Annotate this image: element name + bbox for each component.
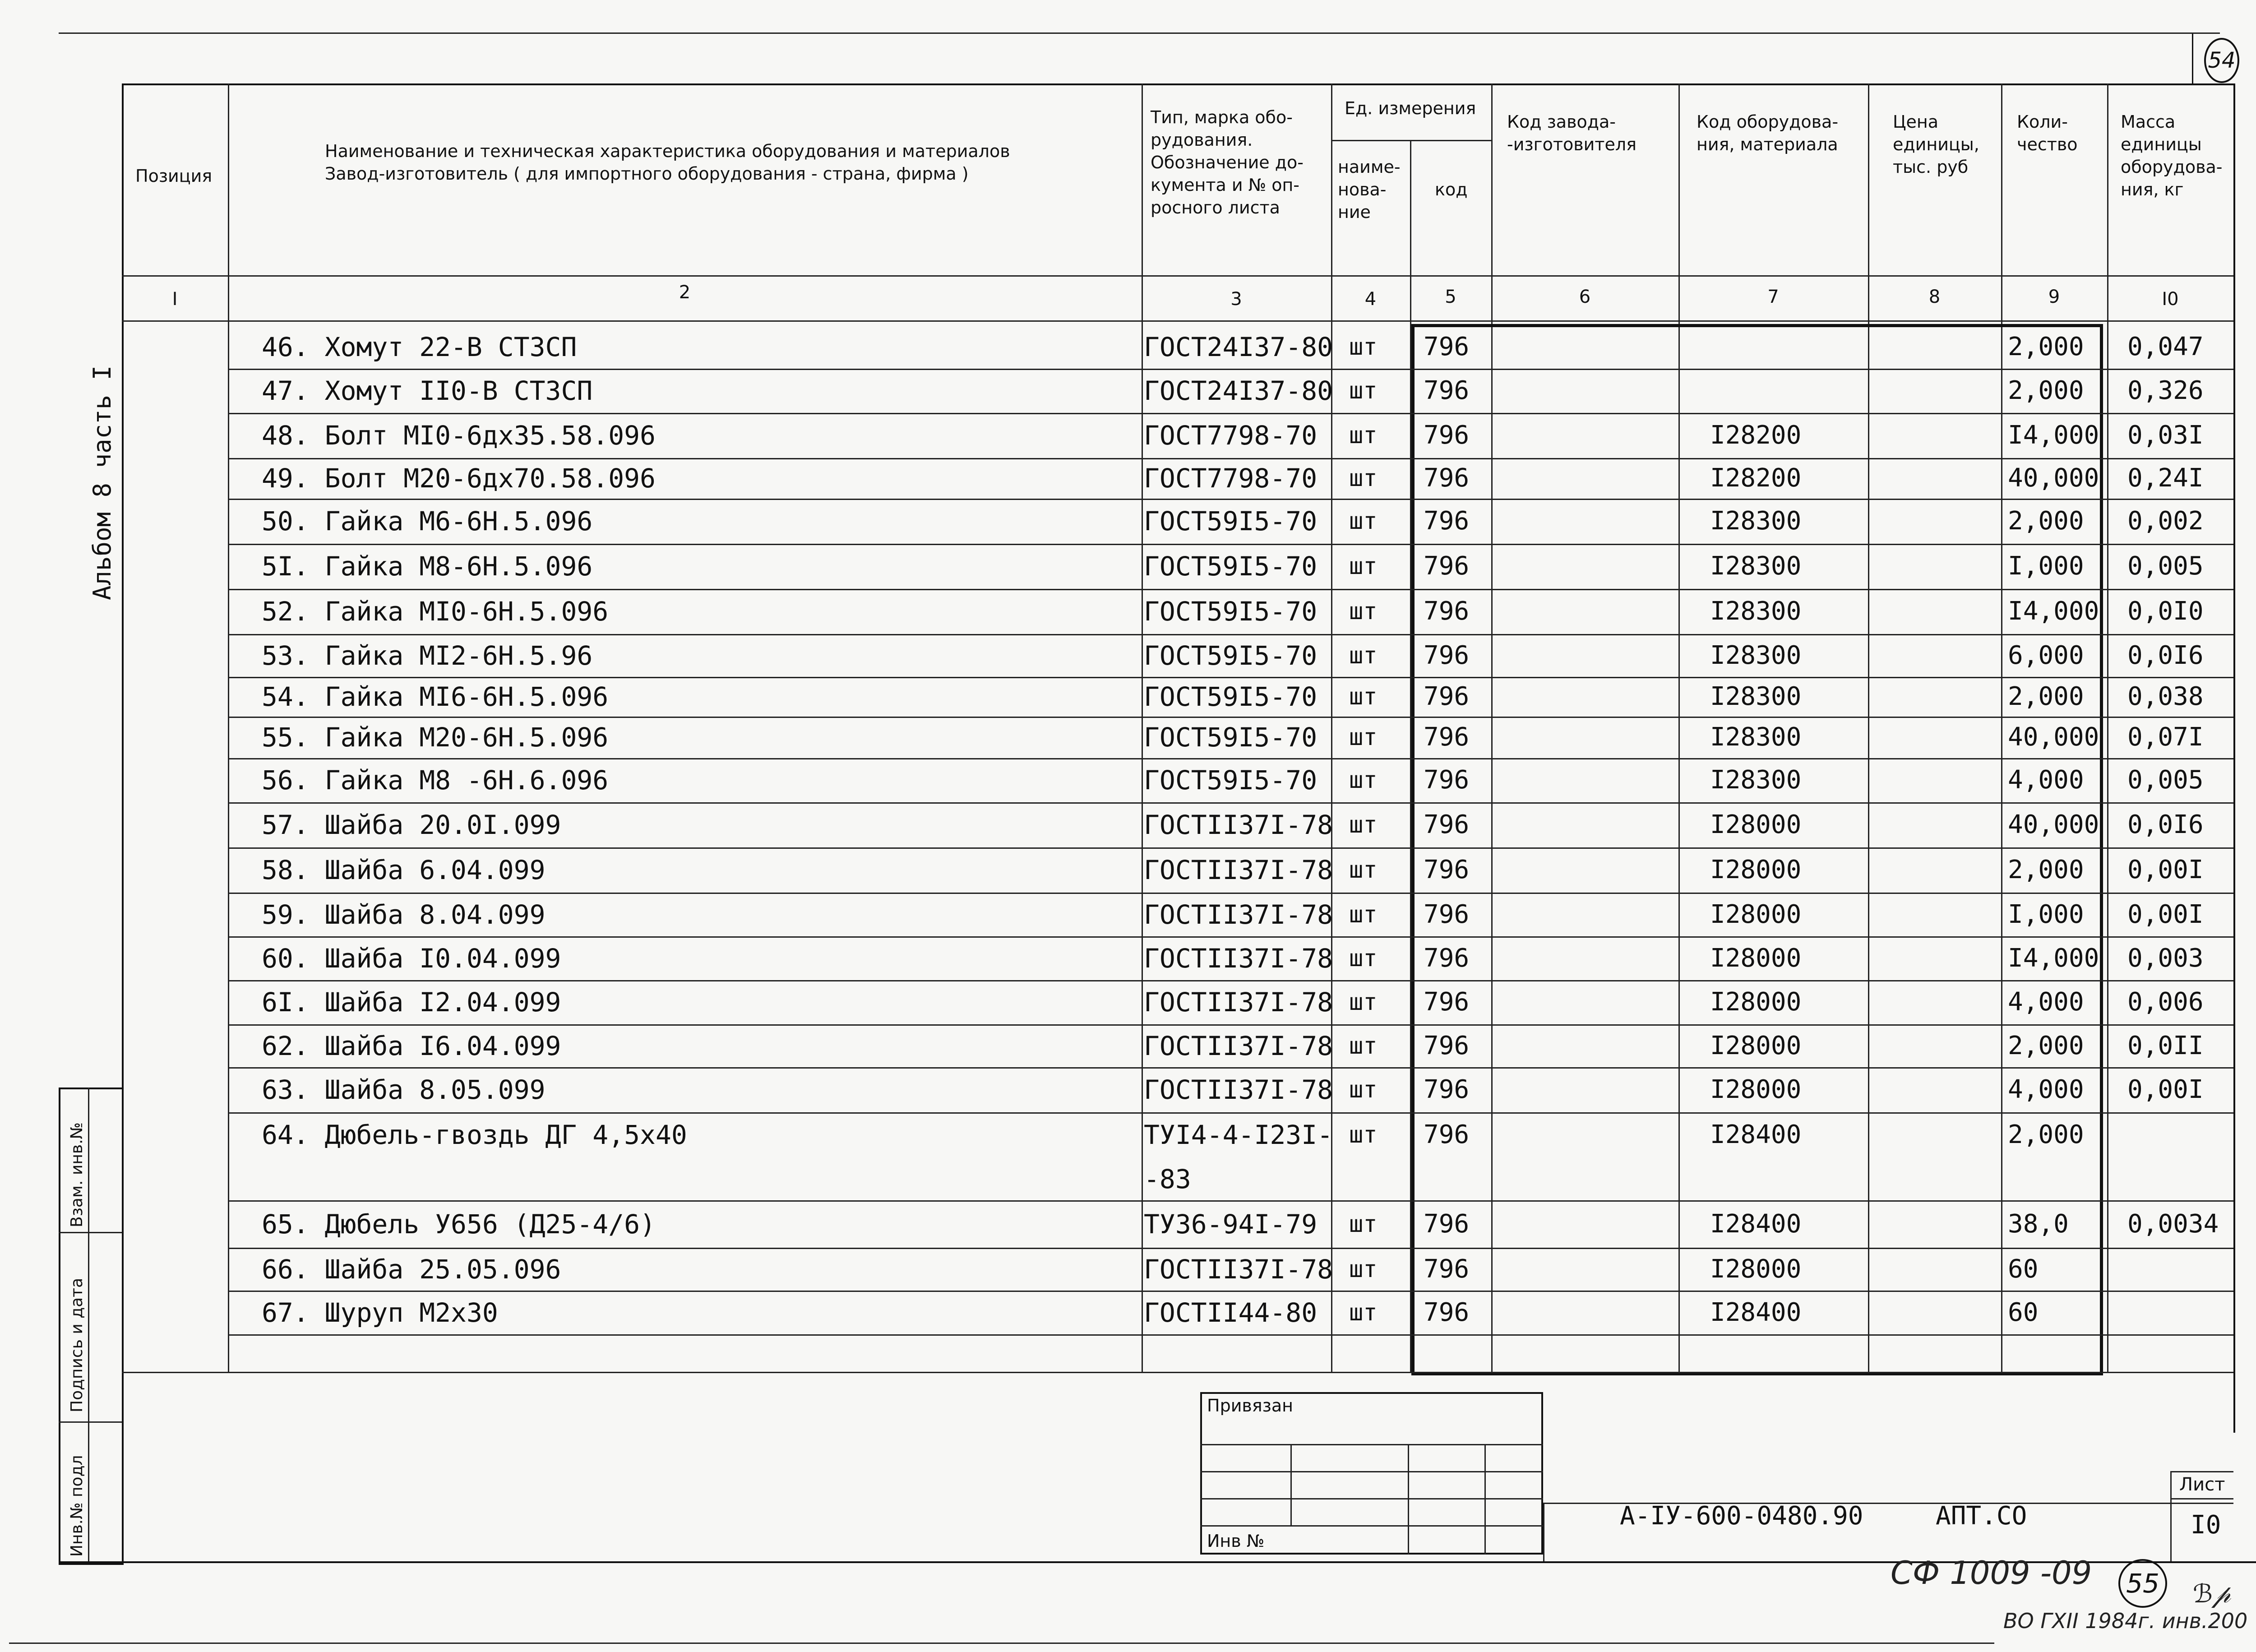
row-name: 58. Шайба 6.04.099	[262, 855, 546, 885]
row-equip: I28000	[1710, 855, 1802, 884]
row-name: 53. Гайка МI2-6Н.5.96	[262, 640, 593, 671]
row-mass: 0,006	[2127, 987, 2204, 1017]
row-type: ГОСТII37I-78	[1144, 1254, 1333, 1285]
row-name: 57. Шайба 20.0I.099	[262, 810, 561, 840]
header-unit-name: наиме- нова- ние	[1338, 157, 1401, 222]
row-unit: шт	[1349, 856, 1378, 884]
row-qty: 2,000	[2008, 376, 2084, 405]
col-num-2: 2	[679, 282, 691, 303]
row-mass: 0,0I6	[2127, 640, 2204, 670]
row-mass: 0,00I	[2127, 1075, 2204, 1104]
header-unit: Ед. измерения	[1345, 98, 1476, 118]
col-num-7: 7	[1767, 287, 1779, 307]
row-mass: 0,03I	[2127, 421, 2204, 450]
row-name: 62. Шайба I6.04.099	[262, 1030, 561, 1061]
row-unit: шт	[1349, 377, 1378, 404]
row-type: ГОСТ7798-70	[1144, 420, 1318, 451]
row-qty: 6,000	[2008, 640, 2084, 670]
row-name: 52. Гайка МI0-6Н.5.096	[262, 596, 609, 627]
stamp-signature-date: Подпись и дата	[68, 1277, 86, 1412]
row-qty: 40,000	[2008, 463, 2099, 493]
row-name: 5I. Гайка М8-6Н.5.096	[262, 551, 593, 582]
row-unit: шт	[1349, 1255, 1378, 1283]
row-mass: 0,005	[2127, 765, 2204, 795]
sheet-number-top: 54	[2204, 38, 2239, 83]
row-type: ГОСТ24I37-80	[1144, 331, 1333, 362]
row-unit: шт	[1349, 1032, 1378, 1060]
header-equip-code: Код оборудова- ния, материала	[1697, 112, 1839, 154]
row-equip: I28000	[1710, 943, 1802, 973]
row-name: 48. Болт МI0-6дх35.58.096	[262, 420, 656, 451]
row-name: 67. Шуруп М2х30	[262, 1297, 498, 1328]
row-code: 796	[1424, 1209, 1470, 1239]
row-unit: шт	[1349, 1299, 1378, 1326]
row-unit: шт	[1349, 553, 1378, 580]
row-unit: шт	[1349, 333, 1378, 361]
row-qty: 40,000	[2008, 722, 2099, 752]
row-name: 49. Болт М20-6дх70.58.096	[262, 463, 656, 494]
row-unit: шт	[1349, 1076, 1378, 1103]
row-mass: 0,002	[2127, 506, 2204, 536]
row-code: 796	[1424, 810, 1470, 839]
row-type: ГОСТ59I5-70	[1144, 722, 1318, 753]
header-mass: Масса единицы оборудова- ния, кг	[2121, 112, 2223, 199]
row-name: 66. Шайба 25.05.096	[262, 1254, 561, 1285]
row-mass: 0,00I	[2127, 899, 2204, 929]
row-qty: 38,0	[2008, 1209, 2069, 1239]
row-name: 63. Шайба 8.05.099	[262, 1074, 546, 1105]
row-qty: 2,000	[2008, 682, 2084, 711]
row-code: 796	[1424, 551, 1470, 581]
row-unit: шт	[1349, 767, 1378, 794]
row-type: ГОСТII37I-78	[1144, 810, 1333, 840]
row-code: 796	[1424, 506, 1470, 536]
row-equip: I28400	[1710, 1120, 1802, 1149]
row-code: 796	[1424, 943, 1470, 973]
row-mass: 0,005	[2127, 551, 2204, 581]
row-qty: 2,000	[2008, 332, 2084, 361]
row-code: 796	[1424, 421, 1470, 450]
row-equip: I28000	[1710, 1031, 1802, 1060]
row-code: 796	[1424, 1075, 1470, 1104]
row-code: 796	[1424, 1120, 1470, 1149]
row-equip: I28300	[1710, 640, 1802, 670]
row-name: 46. Хомут 22-В СТ3СП	[262, 331, 577, 362]
row-code: 796	[1424, 899, 1470, 929]
header-price: Цена единицы, тыс. руб	[1893, 112, 1979, 177]
row-name: 50. Гайка М6-6Н.5.096	[262, 506, 593, 537]
row-qty: 60	[2008, 1254, 2039, 1284]
row-name: 55. Гайка М20-6Н.5.096	[262, 722, 609, 753]
row-name: 54. Гайка МI6-6Н.5.096	[262, 681, 609, 712]
row-code: 796	[1424, 682, 1470, 711]
row-code: 796	[1424, 597, 1470, 626]
row-qty: I4,000	[2008, 421, 2099, 450]
header-qty: Коли- чество	[2017, 112, 2078, 154]
row-qty: 4,000	[2008, 765, 2084, 795]
row-type: ГОСТ59I5-70	[1144, 551, 1318, 582]
col-num-1: I	[172, 289, 178, 310]
row-unit: шт	[1349, 901, 1378, 928]
row-unit: шт	[1349, 944, 1378, 972]
row-type: ГОСТ59I5-70	[1144, 640, 1318, 671]
row-code: 796	[1424, 463, 1470, 493]
row-equip: I28000	[1710, 987, 1802, 1017]
row-type: ТУI4-4-I23I-	[1144, 1120, 1333, 1150]
row-code: 796	[1424, 722, 1470, 752]
row-mass: 0,24I	[2127, 463, 2204, 493]
row-qty: I4,000	[2008, 943, 2099, 973]
handwritten-circle: 55	[2118, 1559, 2167, 1608]
row-name: 56. Гайка М8 -6Н.6.096	[262, 765, 609, 796]
row-qty: 2,000	[2008, 855, 2084, 884]
row-unit: шт	[1349, 465, 1378, 492]
row-type: ГОСТII37I-78	[1144, 1030, 1333, 1061]
row-name: 47. Хомут II0-В СТ3СП	[262, 375, 593, 406]
row-type: ГОСТ24I37-80	[1144, 375, 1333, 406]
row-mass: 0,038	[2127, 682, 2204, 711]
row-code: 796	[1424, 376, 1470, 405]
handwritten-code: СФ 1009 -09	[1891, 1555, 2092, 1592]
side-title: Альбом 8 часть I	[88, 365, 116, 600]
doc-mark: АПТ.СО	[1936, 1501, 2027, 1531]
col-num-8: 8	[1928, 287, 1941, 307]
row-name: 59. Шайба 8.04.099	[262, 899, 546, 930]
row-code: 796	[1424, 1297, 1470, 1327]
row-equip: I28400	[1710, 1209, 1802, 1239]
row-type: ГОСТ59I5-70	[1144, 506, 1318, 537]
sheet-value: I0	[2191, 1510, 2221, 1540]
row-type: ГОСТII37I-78	[1144, 943, 1333, 974]
row-qty: I,000	[2008, 551, 2084, 581]
row-type: ТУ36-94I-79	[1144, 1208, 1318, 1240]
row-code: 796	[1424, 1254, 1470, 1284]
row-mass: 0,07I	[2127, 722, 2204, 752]
row-unit: шт	[1349, 1210, 1378, 1238]
col-num-6: 6	[1579, 287, 1591, 307]
row-equip: I28000	[1710, 1254, 1802, 1284]
row-mass: 0,0I6	[2127, 810, 2204, 839]
row-type: ГОСТ7798-70	[1144, 463, 1318, 494]
row-type: ГОСТ59I5-70	[1144, 681, 1318, 712]
row-equip: I28300	[1710, 765, 1802, 795]
row-mass: 0,0034	[2127, 1209, 2219, 1239]
row-unit: шт	[1349, 989, 1378, 1016]
row-code: 796	[1424, 1031, 1470, 1060]
row-unit: шт	[1349, 811, 1378, 838]
row-type: ГОСТII37I-78	[1144, 855, 1333, 885]
header-name: Наименование и техническая характеристика оборудования и материалов Завод-изготовитель ( для импортного оборудования - страна, фирма )	[325, 141, 1010, 184]
row-name: 6I. Шайба I2.04.099	[262, 987, 561, 1018]
row-type: ГОСТII44-80	[1144, 1297, 1318, 1328]
row-qty: 2,000	[2008, 1031, 2084, 1060]
row-mass: 0,0II	[2127, 1031, 2204, 1060]
row-equip: I28300	[1710, 722, 1802, 752]
row-mass: 0,047	[2127, 332, 2204, 361]
col-num-3: 3	[1230, 289, 1242, 310]
row-unit: шт	[1349, 642, 1378, 669]
row-unit: шт	[1349, 598, 1378, 625]
row-type: ГОСТII37I-78	[1144, 987, 1333, 1018]
row-equip: I28000	[1710, 1075, 1802, 1104]
row-code: 796	[1424, 987, 1470, 1017]
row-qty: I,000	[2008, 899, 2084, 929]
row-qty: 60	[2008, 1297, 2039, 1327]
row-qty: 4,000	[2008, 987, 2084, 1017]
row-mass: 0,00I	[2127, 855, 2204, 884]
row-type: ГОСТ59I5-70	[1144, 765, 1318, 796]
row-code: 796	[1424, 855, 1470, 884]
row-name: 60. Шайба I0.04.099	[262, 943, 561, 974]
row-unit: шт	[1349, 1121, 1378, 1148]
col-num-10: I0	[2162, 289, 2179, 310]
row-qty: 2,000	[2008, 506, 2084, 536]
row-type: ГОСТII37I-78	[1144, 899, 1333, 930]
row-mass: 0,003	[2127, 943, 2204, 973]
header-position: Позиция	[135, 166, 213, 186]
header-factory: Код завода- -изготовителя	[1507, 112, 1637, 154]
row-equip: I28200	[1710, 421, 1802, 450]
row-equip: I28200	[1710, 463, 1802, 493]
row-code: 796	[1424, 640, 1470, 670]
row-mass: 0,0I0	[2127, 597, 2204, 626]
header-type: Тип, марка обо- рудования. Обозначение до- кумента и № оп- росного листа	[1151, 107, 1304, 217]
col-num-4: 4	[1364, 289, 1377, 310]
signature: ℬ𝓅	[2193, 1579, 2231, 1609]
row-equip: I28300	[1710, 597, 1802, 626]
row-qty: 2,000	[2008, 1120, 2084, 1149]
stamp-inv: Инв №	[1207, 1531, 1265, 1551]
row-equip: I28300	[1710, 551, 1802, 581]
row-equip: I28300	[1710, 682, 1802, 711]
row-type: ГОСТ59I5-70	[1144, 596, 1318, 627]
row-code: 796	[1424, 332, 1470, 361]
row-code: 796	[1424, 765, 1470, 795]
row-name: 65. Дюбель У656 (Д25-4/6)	[262, 1208, 656, 1240]
row-qty: I4,000	[2008, 597, 2099, 626]
row-equip: I28400	[1710, 1297, 1802, 1327]
row-type: ГОСТII37I-78	[1144, 1074, 1333, 1105]
row-qty: 40,000	[2008, 810, 2099, 839]
handwritten-note: ВО ГХII 1984г. инв.200	[2003, 1609, 2248, 1633]
row-mass: 0,326	[2127, 376, 2204, 405]
stamp-bound: Привязан	[1207, 1396, 1293, 1416]
doc-code: А-IУ-600-0480.90	[1620, 1501, 1863, 1531]
stamp-orig-inv: Инв.№ подл	[68, 1455, 86, 1557]
header-unit-code: код	[1435, 180, 1468, 199]
row-type: -83	[1144, 1163, 1191, 1194]
sheet-label: Лист	[2179, 1474, 2225, 1495]
row-qty: 4,000	[2008, 1075, 2084, 1104]
col-num-9: 9	[2048, 287, 2060, 307]
col-num-5: 5	[1445, 287, 1456, 307]
row-unit: шт	[1349, 422, 1378, 449]
row-unit: шт	[1349, 508, 1378, 535]
row-equip: I28000	[1710, 810, 1802, 839]
row-name: 64. Дюбель-гвоздь ДГ 4,5х40	[262, 1120, 687, 1150]
row-equip: I28300	[1710, 506, 1802, 536]
row-unit: шт	[1349, 683, 1378, 710]
row-unit: шт	[1349, 724, 1378, 751]
row-equip: I28000	[1710, 899, 1802, 929]
stamp-replace-inv: Взам. инв.№	[68, 1122, 86, 1227]
